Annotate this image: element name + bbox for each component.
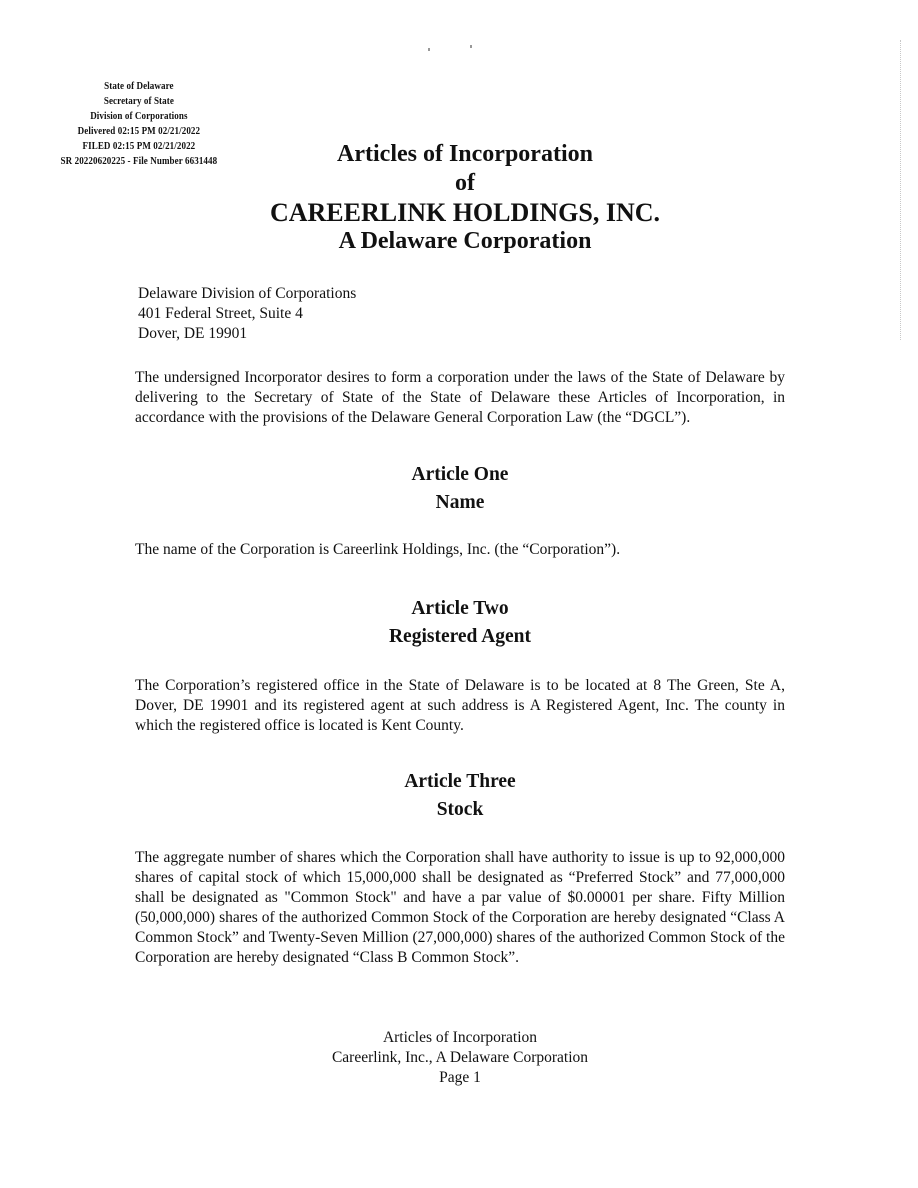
recipient-address bbox=[138, 284, 356, 344]
stamp-line: Delivered 02:15 PM 02/21/2022 bbox=[77, 126, 201, 137]
address-line: Delaware Division of Corporations bbox=[138, 285, 357, 302]
stamp-line: SR 20220620225 - File Number 6631448 bbox=[60, 156, 218, 167]
page-footer bbox=[260, 1028, 660, 1088]
article-three-heading bbox=[160, 768, 760, 824]
scan-speck bbox=[428, 48, 430, 51]
scan-artifact bbox=[900, 40, 905, 340]
stamp-line: Secretary of State bbox=[103, 96, 174, 107]
footer-line: Careerlink, Inc., A Delaware Corporation bbox=[331, 1049, 589, 1066]
article-title: Stock bbox=[436, 799, 484, 820]
article-title: Registered Agent bbox=[388, 626, 532, 647]
page-number: Page 1 bbox=[439, 1069, 481, 1086]
article-three-body: The aggregate number of shares which the Corporation shall have authority to issue is up to 92,000,000 shares of capital stock of which 15,000,000 shall be designated as “Preferred Stock” and 77,000,000 shall be designated as "Common Stock" and have a par value of $0.00001 per share. Fifty Million (50,000,000) shares of the authorized Common Stock of the Corporation are hereby designated “Class A Common Stock” and Twenty-Seven Million (27,000,000) shares of the authorized Common Stock of the Corporation are hereby designated “Class B Common Stock”. bbox=[135, 849, 785, 966]
article-number: Article One bbox=[411, 464, 509, 485]
stamp-line: FILED 02:15 PM 02/21/2022 bbox=[82, 141, 196, 152]
scan-speck bbox=[470, 45, 472, 48]
article-two-heading bbox=[160, 595, 760, 651]
stamp-line: State of Delaware bbox=[104, 81, 174, 92]
article-number: Article Three bbox=[404, 771, 516, 792]
article-title: Name bbox=[435, 492, 485, 513]
stamp-line: Division of Corporations bbox=[90, 111, 188, 122]
title-line: Articles of Incorporation bbox=[337, 141, 593, 167]
address-line: Dover, DE 19901 bbox=[138, 325, 248, 342]
article-number: Article Two bbox=[411, 598, 509, 619]
title-line: A Delaware Corporation bbox=[338, 228, 592, 254]
company-name: CAREERLINK HOLDINGS, INC. bbox=[269, 198, 661, 227]
document-title bbox=[160, 140, 770, 256]
article-two-body: The Corporation’s registered office in the State of Delaware is to be located at 8 The Green, Ste A, Dover, DE 19901 and its registered agent at such address is A Registered Agent, Inc. The county in which the registered office is located is Kent County. bbox=[135, 677, 785, 734]
article-one-heading bbox=[160, 461, 760, 517]
footer-line: Articles of Incorporation bbox=[382, 1029, 538, 1046]
address-line: 401 Federal Street, Suite 4 bbox=[138, 305, 303, 322]
article-one-body: The name of the Corporation is Careerlink Holdings, Inc. (the “Corporation”). bbox=[135, 541, 621, 558]
title-line: of bbox=[455, 170, 475, 196]
intro-paragraph: The undersigned Incorporator desires to form a corporation under the laws of the State of Delaware by delivering to the Secretary of State of the State of Delaware these Articles of Incorporation, in accordance with the provisions of the Delaware General Corporation Law (the “DGCL”). bbox=[135, 369, 785, 426]
